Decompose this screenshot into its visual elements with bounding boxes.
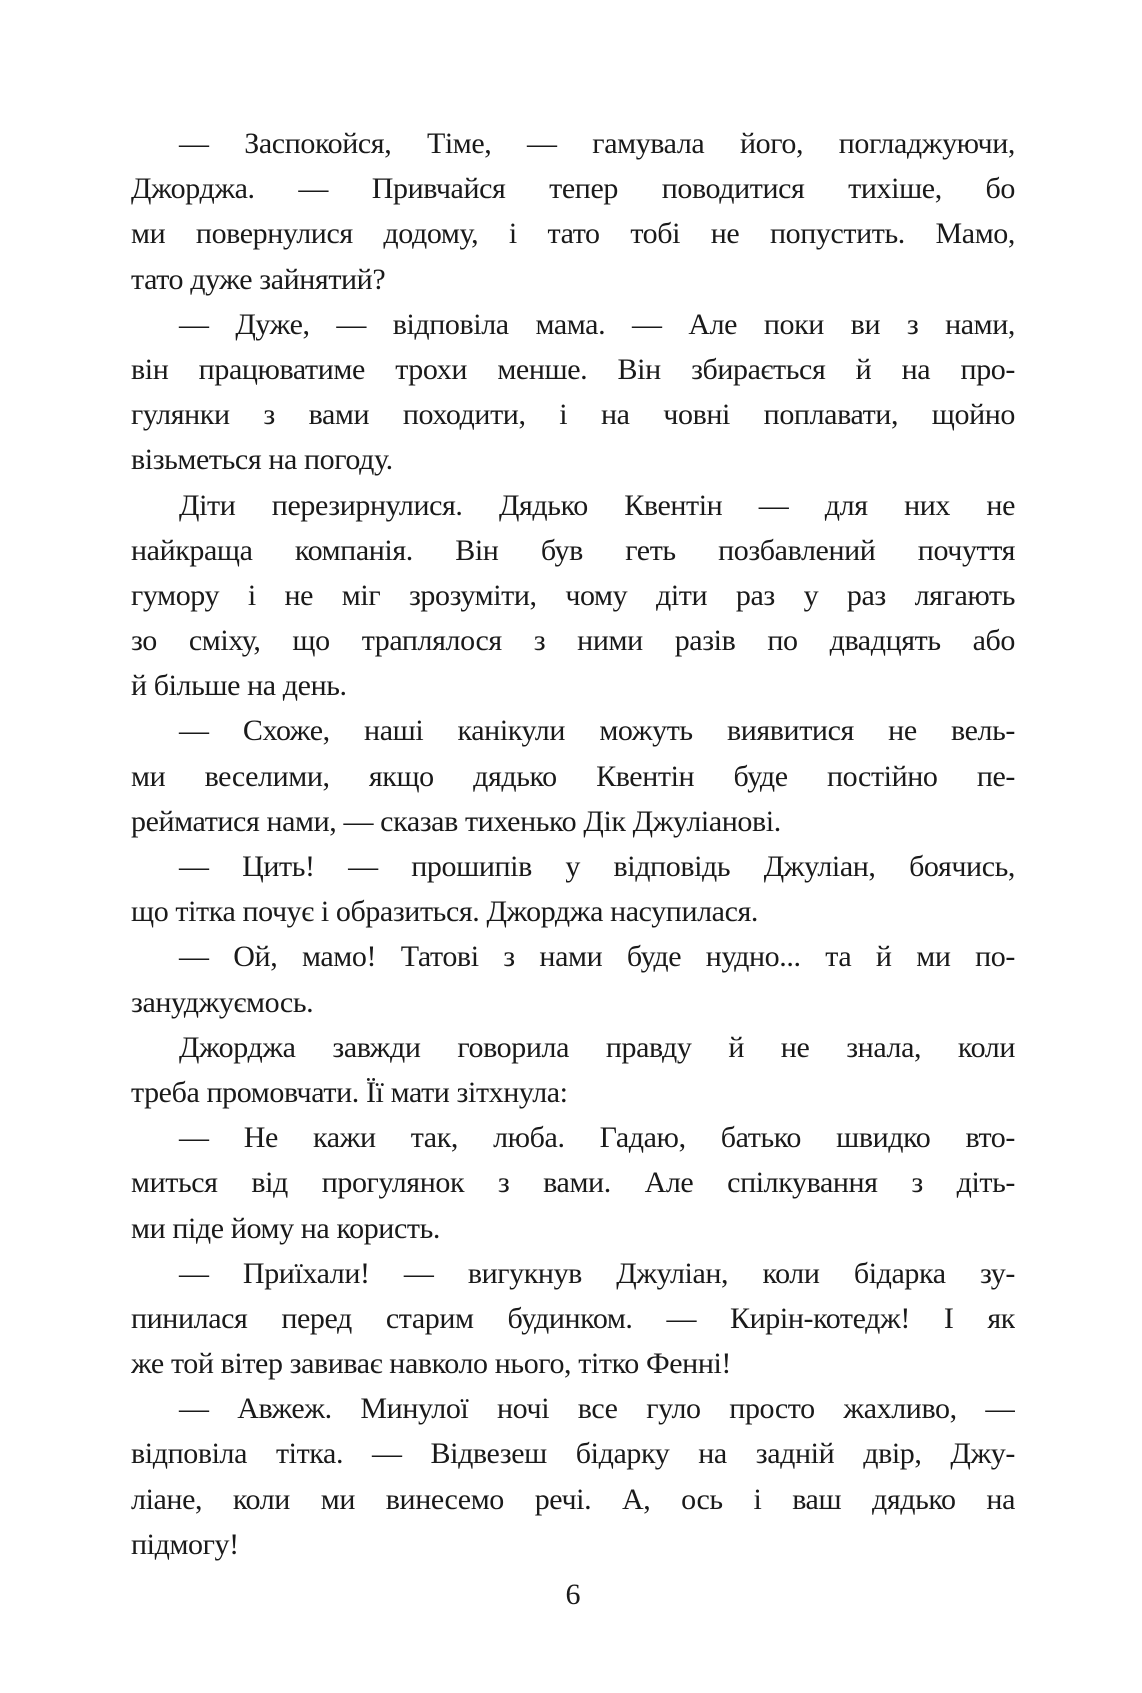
text-line: й більше на день. <box>131 669 347 703</box>
paragraph <box>131 708 1015 844</box>
text-line: зо сміху, що траплялося з ними разів по двадцять або <box>131 624 1015 658</box>
paragraph <box>131 302 1015 483</box>
page-text <box>131 121 1015 1567</box>
text-line: гумору і не міг зрозуміти, чому діти раз у раз лягають <box>131 578 1015 612</box>
text-line: же той вітер завиває навколо нього, тітко Фенні! <box>131 1347 732 1381</box>
text-line: Джорджа завжди говорила правду й не знала, коли <box>179 1030 1015 1064</box>
text-line: — Не кажи так, люба. Гадаю, батько швидко вто- <box>179 1121 1015 1155</box>
text-line: — Приїхали! — вигукнув Джуліан, коли бідарка зу- <box>179 1256 1015 1290</box>
text-line: — Цить! — прошипів у відповідь Джуліан, боячись, <box>179 850 1015 883</box>
text-line: що тітка почує і образиться. Джорджа насупилася. <box>131 895 759 929</box>
text-line: тато дуже зайнятий? <box>131 262 386 296</box>
text-line: ми повернулися додому, і тато тобі не попустить. Мамо, <box>131 217 1015 251</box>
text-line: треба промовчати. Її мати зітхнула: <box>131 1075 568 1109</box>
paragraph <box>131 483 1015 709</box>
paragraph <box>131 1115 1015 1251</box>
text-line: зануджуємось. <box>131 985 314 1019</box>
text-line: він працюватиме трохи менше. Він збирається й на про- <box>131 352 1015 386</box>
text-line: Діти перезирнулися. Дядько Квентін — для них не <box>179 488 1015 522</box>
paragraph <box>131 1386 1015 1567</box>
text-line: рейматися нами, — сказав тихенько Дік Джуліанові. <box>131 804 781 838</box>
text-line: ми піде йому на користь. <box>131 1211 440 1245</box>
text-line: миться від прогулянок з вами. Але спілкування з діть- <box>131 1166 1015 1200</box>
paragraph <box>131 121 1015 302</box>
text-line: ми веселими, якщо дядько Квентін буде постійно пе- <box>131 759 1015 793</box>
text-line: пинилася перед старим будинком. — Кирін-котедж! І як <box>131 1301 1015 1335</box>
text-line: — Авжеж. Минулої ночі все гуло просто жахливо, — <box>179 1392 1015 1426</box>
text-line: — Ой, мамо! Татові з нами буде нудно... та й ми по- <box>179 940 1015 974</box>
text-line: візьметься на погоду. <box>131 443 393 477</box>
text-line: — Дуже, — відповіла мама. — Але поки ви з нами, <box>179 307 1015 341</box>
text-line: Джорджа. — Привчайся тепер поводитися тихіше, бо <box>131 172 1015 206</box>
text-line: гулянки з вами походити, і на човні поплавати, щойно <box>131 398 1015 432</box>
text-line: ліане, коли ми винесемо речі. А, ось і ваш дядько на <box>131 1482 1015 1516</box>
paragraph <box>131 1251 1015 1387</box>
text-line: найкраща компанія. Він був геть позбавлений почуття <box>131 533 1015 567</box>
paragraph <box>131 1025 1015 1115</box>
page-number: 6 <box>565 1578 581 1611</box>
paragraph <box>131 844 1015 934</box>
text-line: — Схоже, наші канікули можуть виявитися не вель- <box>179 714 1015 748</box>
text-line: підмогу! <box>131 1527 239 1561</box>
text-line: відповіла тітка. — Відвезеш бідарку на задній двір, Джу- <box>131 1437 1015 1471</box>
paragraph <box>131 934 1015 1024</box>
text-line: — Заспокойся, Тіме, — гамувала його, погладжуючи, <box>179 127 1015 160</box>
